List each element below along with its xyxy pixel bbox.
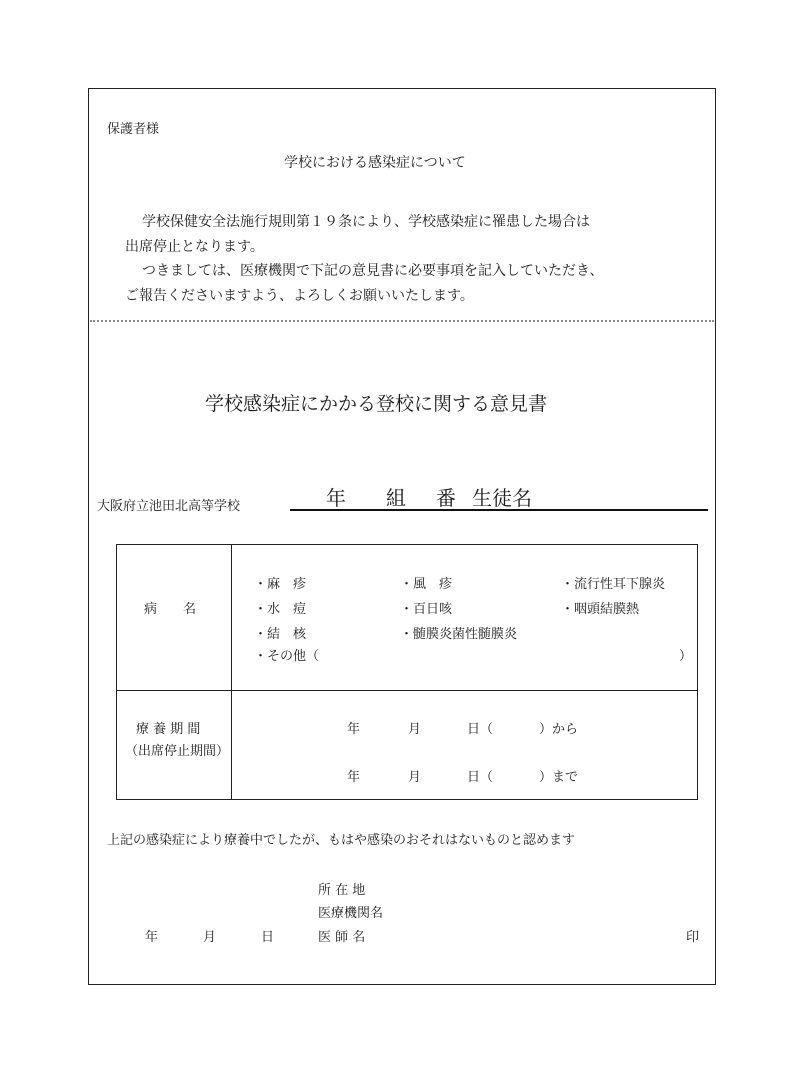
from-month: 月 bbox=[408, 722, 422, 737]
notice-line-4: ご報告くださいますよう、よろしくお願いいたします。 bbox=[125, 288, 474, 304]
disease-other: ・その他（ bbox=[254, 649, 320, 664]
to-suffix: ）まで bbox=[539, 770, 579, 785]
signature-month: 月 bbox=[203, 930, 217, 945]
disease-label: 病 名 bbox=[144, 602, 197, 617]
from-year: 年 bbox=[347, 722, 361, 737]
table-column-divider bbox=[231, 545, 232, 799]
disease-meningococcal-meningitis: ・髄膜炎菌性髄膜炎 bbox=[400, 627, 518, 642]
disease-rubella: ・風 疹 bbox=[400, 577, 453, 592]
period-label: 療 養 期 間 bbox=[136, 722, 201, 737]
disease-tuberculosis: ・結 核 bbox=[254, 627, 307, 642]
disease-chickenpox: ・水 痘 bbox=[254, 602, 307, 617]
table-row-divider bbox=[117, 690, 697, 691]
student-year: 年 bbox=[326, 486, 346, 510]
signature-address-label: 所 在 地 bbox=[318, 883, 366, 898]
form-title: 学校感染症にかかる登校に関する意見書 bbox=[205, 393, 548, 415]
to-day: 日（ bbox=[467, 770, 494, 785]
student-number: 番 bbox=[436, 486, 456, 510]
signature-year: 年 bbox=[145, 930, 159, 945]
signature-institution-label: 医療機関名 bbox=[318, 906, 384, 921]
student-underline bbox=[290, 509, 708, 511]
from-day: 日（ bbox=[467, 722, 494, 737]
to-month: 月 bbox=[408, 770, 422, 785]
school-name: 大阪府立池田北高等学校 bbox=[97, 499, 241, 514]
certification-text: 上記の感染症により療養中でしたが、もはや感染のおそれはないものと認めます bbox=[107, 833, 576, 848]
notice-line-2: 出席停止となります。 bbox=[125, 239, 264, 255]
disease-table bbox=[116, 544, 698, 800]
disease-pertussis: ・百日咳 bbox=[400, 602, 453, 617]
notice-title: 学校における感染症について bbox=[284, 155, 466, 171]
cut-line bbox=[90, 320, 714, 322]
notice-line-3: つきましては、医療機関で下記の意見書に必要事項を記入していただき、 bbox=[142, 263, 604, 279]
disease-other-close: ） bbox=[679, 649, 693, 664]
notice-line-1: 学校保健安全法施行規則第１９条により、学校感染症に罹患した場合は bbox=[142, 214, 590, 230]
disease-pharyngoconjunctival-fever: ・咽頭結膜熱 bbox=[561, 602, 640, 617]
addressee: 保護者様 bbox=[107, 122, 160, 137]
signature-day: 日 bbox=[261, 930, 275, 945]
seal-mark: 印 bbox=[686, 930, 700, 945]
to-year: 年 bbox=[347, 770, 361, 785]
student-class: 組 bbox=[386, 486, 406, 510]
period-sub-label: （出席停止期間） bbox=[125, 744, 230, 759]
from-suffix: ）から bbox=[539, 722, 579, 737]
disease-mumps: ・流行性耳下腺炎 bbox=[561, 577, 666, 592]
disease-measles: ・麻 疹 bbox=[254, 577, 307, 592]
signature-doctor-label: 医 師 名 bbox=[318, 930, 366, 945]
student-name-label: 生徒名 bbox=[472, 486, 532, 510]
